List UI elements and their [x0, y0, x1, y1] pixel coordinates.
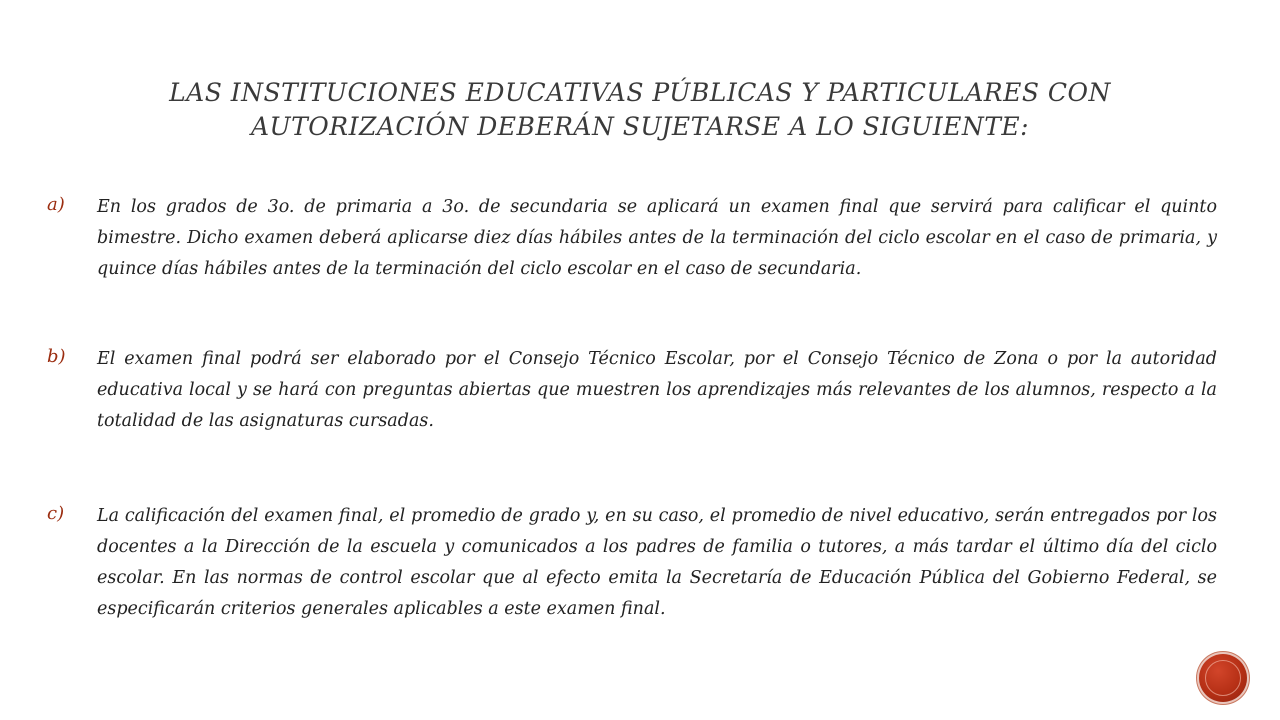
slide-title-line-2: AUTORIZACIÓN DEBERÁN SUJETARSE A LO SIGUIENTE:: [250, 112, 1030, 141]
list-item-text-c: La calificación del examen final, el promedio de grado y, en su caso, el promedio de nivel educativo, serán entregados por los docentes a la Dirección de la escuela y comunicados a los padres de familia o tutores, a más tardar el último día del ciclo escolar. En las normas de control escolar que al efecto emita la Secretaría de Educación Pública del Gobierno Federal, se especificarán criterios generales aplicables a este examen final.: [97, 506, 1217, 619]
list-marker-b: b): [47, 346, 66, 367]
list-item-text-b: El examen final podrá ser elaborado por el Consejo Técnico Escolar, por el Consejo Técnico de Zona o por la autoridad educativa local y se hará con preguntas abiertas que muestren los aprendizajes más relevantes de los alumnos, respecto a la totalidad de las asignaturas cursadas.: [97, 349, 1217, 431]
list-marker-c: c): [47, 503, 65, 524]
slide-title-line-1: LAS INSTITUCIONES EDUCATIVAS PÚBLICAS Y PARTICULARES CON: [169, 78, 1111, 107]
red-circle-button-icon[interactable]: [1199, 654, 1247, 702]
list-marker-a: a): [47, 194, 65, 215]
list-item-text-a: En los grados de 3o. de primaria a 3o. de secundaria se aplicará un examen final que servirá para calificar el quinto bimestre. Dicho examen deberá aplicarse diez días hábiles antes de la terminación del ciclo escolar en el caso de primaria, y quince días hábiles antes de la terminación del ciclo escolar en el caso de secundaria.: [97, 197, 1217, 279]
button-inner-ring: [1205, 660, 1241, 696]
slide-title: [100, 76, 1180, 144]
